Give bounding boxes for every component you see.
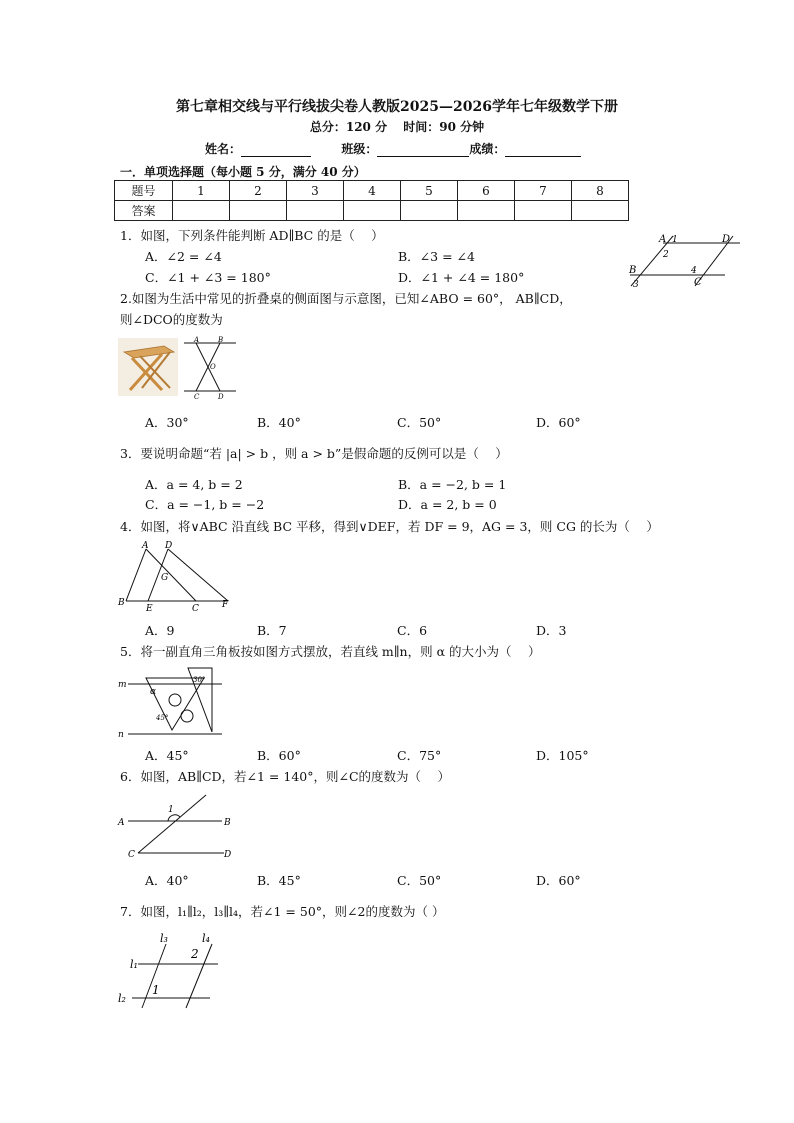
label-c: C: [128, 850, 135, 860]
label-l1: l₁: [130, 958, 138, 971]
table-row: [115, 181, 629, 201]
question-5-stem: 5．将一副直角三角板按如图方式摆放，若直线 m∥n，则 α 的大小为（ ）: [120, 644, 541, 659]
label-c: C: [194, 393, 200, 400]
q4-option-b[interactable]: B．7: [257, 623, 287, 638]
table-cell: 5: [401, 181, 458, 201]
section-title: 一．单项选择题（每小题 5 分，满分 40 分）: [120, 165, 366, 179]
angle-2-label: 2: [191, 947, 199, 961]
q6-option-d[interactable]: D．60°: [536, 873, 581, 888]
label-b: B: [224, 818, 231, 828]
question-1-stem: 1．如图，下列条件能判断 AD∥BC 的是（ ）: [120, 228, 384, 243]
table-cell: 1: [173, 181, 230, 201]
answer-table: [114, 180, 629, 221]
label-f: F: [222, 600, 229, 610]
table-cell: 6: [458, 181, 515, 201]
angle-1-label: 1: [168, 805, 174, 815]
question-4-stem: 4．如图，将∨ABC 沿直线 BC 平移，得到∨DEF，若 DF = 9，AG = 3，则 CG 的长为（ ）: [120, 519, 659, 534]
label-m: m: [118, 680, 127, 690]
page-title: 第七章相交线与平行线拔尖卷人教版2025—2026学年七年级数学下册: [176, 99, 618, 115]
table-cell: 8: [572, 181, 629, 201]
answer-cell[interactable]: [458, 201, 515, 221]
angle-3-label: 3: [633, 280, 639, 290]
question-2-stem: 2.如图为生活中常见的折叠桌的侧面图与示意图，已知∠ABO = 60°， AB∥CD，: [120, 291, 572, 306]
angle-alpha-label: α: [150, 687, 157, 697]
q5-option-b[interactable]: B．60°: [257, 748, 301, 763]
q6-option-c[interactable]: C．50°: [397, 873, 442, 888]
label-o: O: [210, 363, 216, 371]
q5-option-d[interactable]: D．105°: [536, 748, 589, 763]
label-n: n: [118, 730, 124, 740]
label-g: G: [161, 573, 169, 583]
label-d: D: [165, 541, 173, 551]
q5-set-squares-figure: [116, 664, 226, 740]
angle-45-label: 45°: [156, 714, 169, 722]
question-7-stem: 7．如图，l₁∥l₂，l₃∥l₄，若∠1 = 50°，则∠2的度数为（ ）: [120, 904, 445, 919]
answer-cell[interactable]: [572, 201, 629, 221]
table-cell: 2: [230, 181, 287, 201]
label-a: A: [194, 336, 200, 344]
q6-parallel-lines-figure: [116, 790, 241, 862]
row-label: 答案: [115, 201, 173, 221]
angle-30-label: 30°: [193, 676, 206, 684]
folding-table-photo: [118, 338, 178, 396]
q2-option-c[interactable]: C．50°: [397, 415, 442, 430]
label-l3: l₃: [160, 932, 168, 945]
label-d: D: [224, 850, 232, 860]
q4-option-d[interactable]: D．3: [536, 623, 567, 638]
class-blank[interactable]: [377, 144, 469, 157]
q5-option-a[interactable]: A．45°: [145, 748, 189, 763]
q6-option-a[interactable]: A．40°: [145, 873, 189, 888]
q1-option-a[interactable]: A．∠2 = ∠4: [145, 249, 222, 264]
question-2-stem-cont: 则∠DCO的度数为: [120, 312, 223, 327]
student-info-line: [205, 140, 581, 157]
label-c: C: [694, 277, 702, 288]
table-row: [115, 201, 629, 221]
q3-option-c[interactable]: C．a = −1, b = −2: [145, 497, 265, 512]
q5-option-c[interactable]: C．75°: [397, 748, 442, 763]
grade-blank[interactable]: [505, 144, 581, 157]
q4-option-a[interactable]: A．9: [145, 623, 175, 638]
angle-1-label: 1: [152, 983, 160, 997]
label-b: B: [218, 336, 224, 344]
q2-option-d[interactable]: D．60°: [536, 415, 581, 430]
question-3-stem: 3．要说明命题“若 |a| > b ，则 a > b”是假命题的反例可以是（ ）: [120, 446, 508, 461]
q6-option-b[interactable]: B．45°: [257, 873, 301, 888]
score-time: 总分：120 分 时间：90 分钟: [309, 120, 485, 134]
answer-cell[interactable]: [173, 201, 230, 221]
q7-intersecting-lines-figure: [114, 928, 224, 1010]
label-a: A: [142, 541, 149, 551]
name-blank[interactable]: [241, 144, 311, 157]
row-label: 题号: [115, 181, 173, 201]
q3-option-a[interactable]: A．a = 4, b = 2: [145, 477, 243, 492]
label-d: D: [218, 393, 224, 400]
q1-option-d[interactable]: D．∠1 + ∠4 = 180°: [398, 270, 525, 285]
label-b: B: [629, 265, 637, 276]
q2-option-b[interactable]: B．40°: [257, 415, 301, 430]
label-c: C: [192, 604, 199, 612]
q4-option-c[interactable]: C．6: [397, 623, 428, 638]
label-a: A: [118, 818, 125, 828]
angle-1-label: 1: [672, 235, 678, 245]
table-cell: 3: [287, 181, 344, 201]
q4-translation-figure: [116, 538, 236, 612]
label-l4: l₄: [202, 932, 210, 945]
answer-cell[interactable]: [401, 201, 458, 221]
answer-cell[interactable]: [515, 201, 572, 221]
q2-schematic-figure: [180, 336, 240, 400]
table-cell: 4: [344, 181, 401, 201]
q2-option-a[interactable]: A．30°: [145, 415, 189, 430]
q3-option-d[interactable]: D．a = 2, b = 0: [398, 497, 497, 512]
name-label: 姓名：: [205, 142, 242, 156]
label-d: D: [722, 234, 731, 245]
answer-cell[interactable]: [287, 201, 344, 221]
q1-option-b[interactable]: B．∠3 = ∠4: [398, 249, 475, 264]
grade-label: 成绩：: [469, 142, 506, 156]
answer-cell[interactable]: [230, 201, 287, 221]
q1-parallelogram-figure: [625, 232, 745, 290]
question-6-stem: 6．如图，AB∥CD，若∠1 = 140°，则∠C的度数为（ ）: [120, 769, 450, 784]
q3-option-b[interactable]: B．a = −2, b = 1: [398, 477, 507, 492]
answer-cell[interactable]: [344, 201, 401, 221]
class-label: 班级：: [341, 142, 378, 156]
label-a: A: [659, 234, 667, 245]
label-b: B: [118, 598, 125, 608]
angle-4-label: 4: [691, 266, 697, 276]
q1-option-c[interactable]: C．∠1 + ∠3 = 180°: [145, 270, 271, 285]
label-e: E: [146, 604, 153, 612]
table-cell: 7: [515, 181, 572, 201]
label-l2: l₂: [118, 992, 126, 1005]
angle-2-label: 2: [663, 250, 669, 260]
